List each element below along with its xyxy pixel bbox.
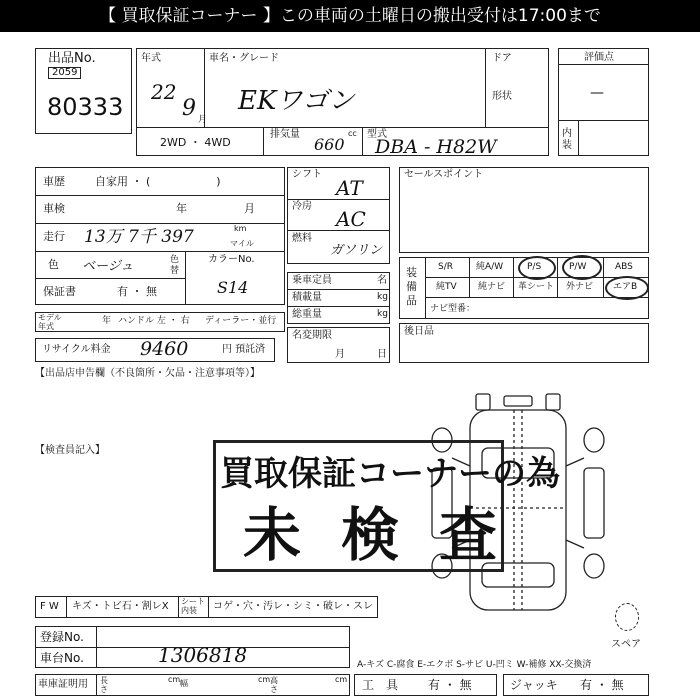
mileage-value: 13万 7千 397 [84, 227, 194, 247]
equip-ps: P/S [527, 262, 542, 272]
spare-tire-icon [615, 603, 639, 631]
expiry-day: 日 [377, 349, 387, 360]
sales-point-label: セールスポイント [404, 169, 484, 180]
shift-label: シフト [292, 169, 322, 180]
model-label: 型式 [367, 129, 387, 140]
inspector-notes-label: 【検査員記入】 [35, 445, 105, 456]
interior-label: 内装 [562, 128, 572, 151]
equip-navi: 純ナビ [478, 282, 506, 292]
dealer-label: ディーラー・並行 [205, 316, 277, 326]
extra-items-label: 後日品 [404, 326, 434, 337]
capacity-label: 乗車定員 [292, 275, 332, 286]
equipment-label: 装備品 [406, 266, 417, 307]
seat-value: コゲ・穴・汚レ・シミ・破レ・スレ [213, 601, 373, 612]
equip-abs: ABS [615, 262, 633, 272]
color-label: 色 [48, 258, 59, 271]
equip-sr: S/R [438, 262, 453, 272]
color-value: ベージュ [82, 259, 134, 274]
mile-unit: マイル [230, 239, 254, 248]
capacity-unit: 名 [377, 275, 387, 286]
mileage-label: 走行 [43, 230, 65, 243]
lot-number: 80333 [47, 93, 124, 121]
fuel-value: ガソリン [330, 243, 383, 258]
month-unit: 月 [198, 115, 208, 125]
name-label: 車名・グレード [209, 53, 279, 64]
grade-value: — [590, 85, 604, 101]
cc-unit: cc [348, 129, 357, 138]
warranty-label: 保証書 [43, 285, 76, 298]
fw-value: キズ・トビ石・割レX [72, 601, 169, 612]
door-label: ドア [492, 53, 512, 64]
jack-label: ジャッキ [510, 678, 558, 692]
chassis-label: 車台No. [40, 651, 84, 665]
displacement-value: 660 [314, 135, 345, 154]
lot-small-number: 2059 [48, 67, 81, 79]
load-label: 積載量 [292, 292, 322, 303]
shift-value: AT [336, 176, 363, 200]
ac-label: 冷房 [292, 201, 312, 212]
history-value: 自家用 ・ ( ) [95, 175, 221, 188]
weight-unit: kg [377, 309, 388, 319]
banner: 【 買取保証コーナー 】この車両の土曜日の搬出受付は17:00まで [0, 0, 700, 32]
recycle-value: 9460 [140, 338, 189, 360]
recycle-unit: 円 預託済 [222, 344, 266, 355]
name-value: EKワゴン [238, 86, 355, 116]
km-unit: km [234, 224, 247, 233]
equip-pw: P/W [569, 262, 587, 272]
dim-height: 高さ [270, 676, 278, 694]
stamp-line2: 未検査 [243, 501, 538, 569]
fuel-label: 燃料 [292, 233, 312, 244]
equip-leather: 革シート [518, 282, 555, 292]
expiry-label: 名変期限 [292, 330, 332, 341]
colorno-label: カラーNo. [208, 254, 255, 265]
inspection-year-unit: 年 [176, 202, 187, 215]
month-value: 9 [182, 96, 196, 121]
spare-label: スペア [611, 639, 641, 650]
shape-label: 形状 [492, 91, 512, 102]
dim-length-unit: cm [168, 675, 181, 684]
registration-label: 登録No. [40, 630, 84, 644]
airbag-circle [605, 276, 649, 300]
extra-items-box [399, 323, 649, 363]
equip-airbag: エアB [613, 282, 638, 292]
inspection-label: 車検 [43, 202, 65, 215]
dim-height-unit: cm [335, 675, 348, 684]
equip-aw: 純A/W [476, 262, 504, 272]
equip-tv: 純TV [436, 282, 457, 292]
dim-width-unit: cm [258, 675, 271, 684]
garage-cert-label: 車庫証明用 [38, 679, 88, 690]
tools-value: 有 ・ 無 [428, 678, 472, 692]
handle-label: ハンドル 左 ・ 右 [118, 316, 190, 326]
recycle-label: リサイクル料金 [42, 344, 111, 355]
stamp-line1: 買取保証コーナーの為 [220, 454, 560, 494]
ac-value: AC [336, 207, 366, 231]
seller-notes-label: 【出品店申告欄（不良箇所・欠品・注意事項等）】 [35, 368, 260, 379]
load-unit: kg [377, 292, 388, 302]
grade-label: 評価点 [584, 52, 614, 63]
jack-value: 有 ・ 無 [580, 678, 624, 692]
model-value: DBA - H82W [375, 136, 497, 158]
drive-label: 2WD ・ 4WD [160, 136, 231, 149]
model-year-label: モデル年式 [38, 313, 62, 331]
dim-width: 幅 [180, 679, 188, 688]
tools-label: 工 具 [362, 678, 399, 692]
warranty-value: 有 ・ 無 [117, 285, 157, 298]
seat-label: シート内装 [181, 597, 205, 615]
year-label: 年式 [141, 53, 161, 64]
inspection-month-unit: 月 [244, 202, 255, 215]
history-label: 車歴 [43, 175, 65, 188]
displacement-label: 排気量 [270, 129, 300, 140]
chassis-value: 1306818 [158, 643, 248, 667]
expiry-month: 月 [335, 349, 345, 360]
dim-length: 長さ [100, 676, 108, 694]
color-change-label: 色替 [170, 255, 180, 276]
pw-circle [562, 255, 602, 280]
colorno-value: S14 [217, 278, 249, 297]
fw-label: F W [40, 601, 59, 612]
year-value: 22 [151, 80, 177, 104]
ps-circle [518, 256, 556, 280]
damage-legend: A-キズ C-腐食 E-エクボ S-サビ U-凹ミ W-補修 XX-交換済 [357, 660, 592, 670]
navi-model-label: ナビ型番： [430, 304, 476, 314]
weight-label: 総重量 [292, 309, 322, 320]
lot-label: 出品No. [48, 51, 96, 66]
model-year-unit: 年 [102, 316, 112, 326]
equip-ext-navi: 外ナビ [566, 282, 594, 292]
